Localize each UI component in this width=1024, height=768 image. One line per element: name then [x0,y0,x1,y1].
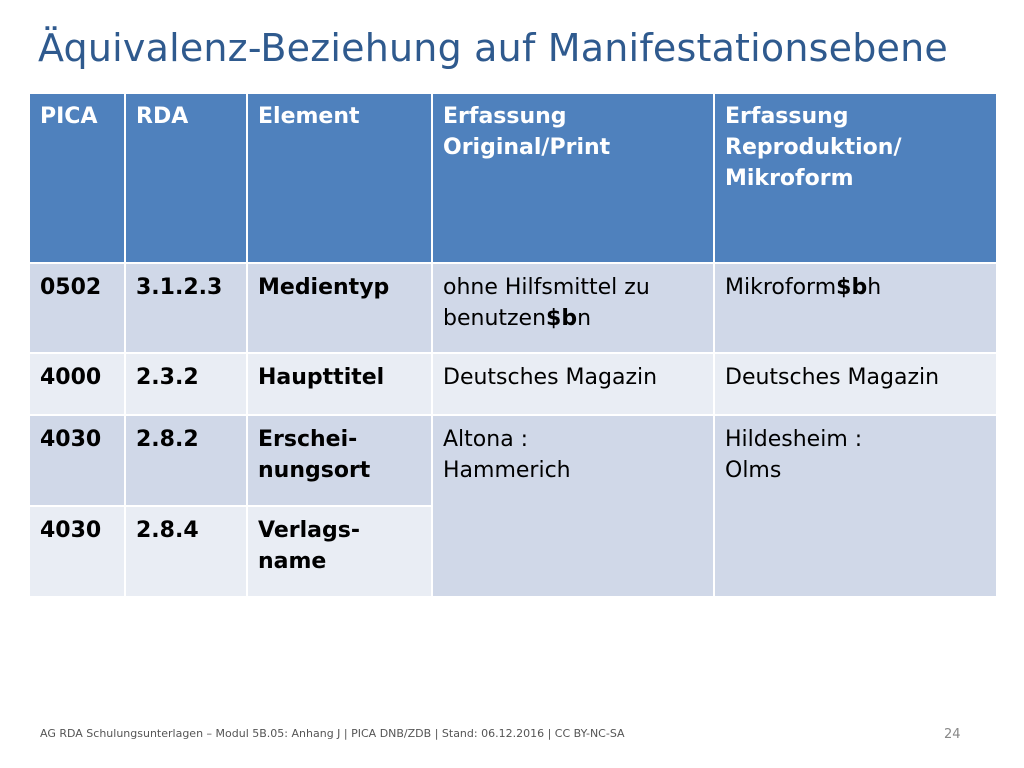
cell-element [247,415,432,506]
subfield-code: $b [836,275,868,300]
header-erfassung-reproduktion [714,93,997,263]
cell-rda: 2.8.4 [125,506,247,597]
element-line: name [258,549,327,574]
cell-rda: 3.1.2.3 [125,263,247,353]
cell-element: Haupttitel [247,353,432,415]
cell-pica: 4000 [29,353,125,415]
cell-rda: 2.8.2 [125,415,247,506]
cell-pica: 0502 [29,263,125,353]
cell-original [432,263,714,353]
cell-line: Olms [725,458,782,483]
cell-original: Deutsches Magazin [432,353,714,415]
header-erfassung-original [432,93,714,263]
header-line: Erfassung [725,104,849,129]
header-pica: PICA [29,93,125,263]
table-row [29,353,997,415]
cell-original [432,415,714,597]
element-line: Erschei- [258,427,358,452]
element-line: Verlags- [258,518,360,543]
subfield-code: $b [546,306,578,331]
equivalence-table [28,92,998,598]
table-row [29,263,997,353]
footer-text: AG RDA Schulungsunterlagen – Modul 5B.05: Anhang J | PICA DNB/ZDB | Stand: 06.12.2016 | CC BY-NC-SA [40,727,625,740]
subfield-value: n [577,306,592,331]
cell-pica: 4030 [29,415,125,506]
cell-reproduktion [714,415,997,597]
table-header-row [29,93,997,263]
header-line: Original/Print [443,135,611,160]
cell-reproduktion: Deutsches Magazin [714,353,997,415]
cell-line: Hammerich [443,458,571,483]
page-number: 24 [944,727,961,742]
slide-title: Äquivalenz-Beziehung auf Manifestationsebene [38,26,948,70]
cell-text: Mikroform [725,275,837,300]
cell-line: Altona : [443,427,529,452]
header-line: Erfassung [443,104,567,129]
table-row [29,415,997,506]
cell-element [247,506,432,597]
header-line: Mikroform [725,166,854,191]
subfield-value: h [867,275,882,300]
header-line: Reproduktion/ [725,135,902,160]
cell-pica: 4030 [29,506,125,597]
cell-rda: 2.3.2 [125,353,247,415]
cell-text: ohne Hilfsmittel zu benutzen [443,275,650,331]
element-line: nungsort [258,458,371,483]
cell-line: Hildesheim : [725,427,863,452]
header-element: Element [247,93,432,263]
cell-element: Medientyp [247,263,432,353]
header-rda: RDA [125,93,247,263]
cell-reproduktion [714,263,997,353]
